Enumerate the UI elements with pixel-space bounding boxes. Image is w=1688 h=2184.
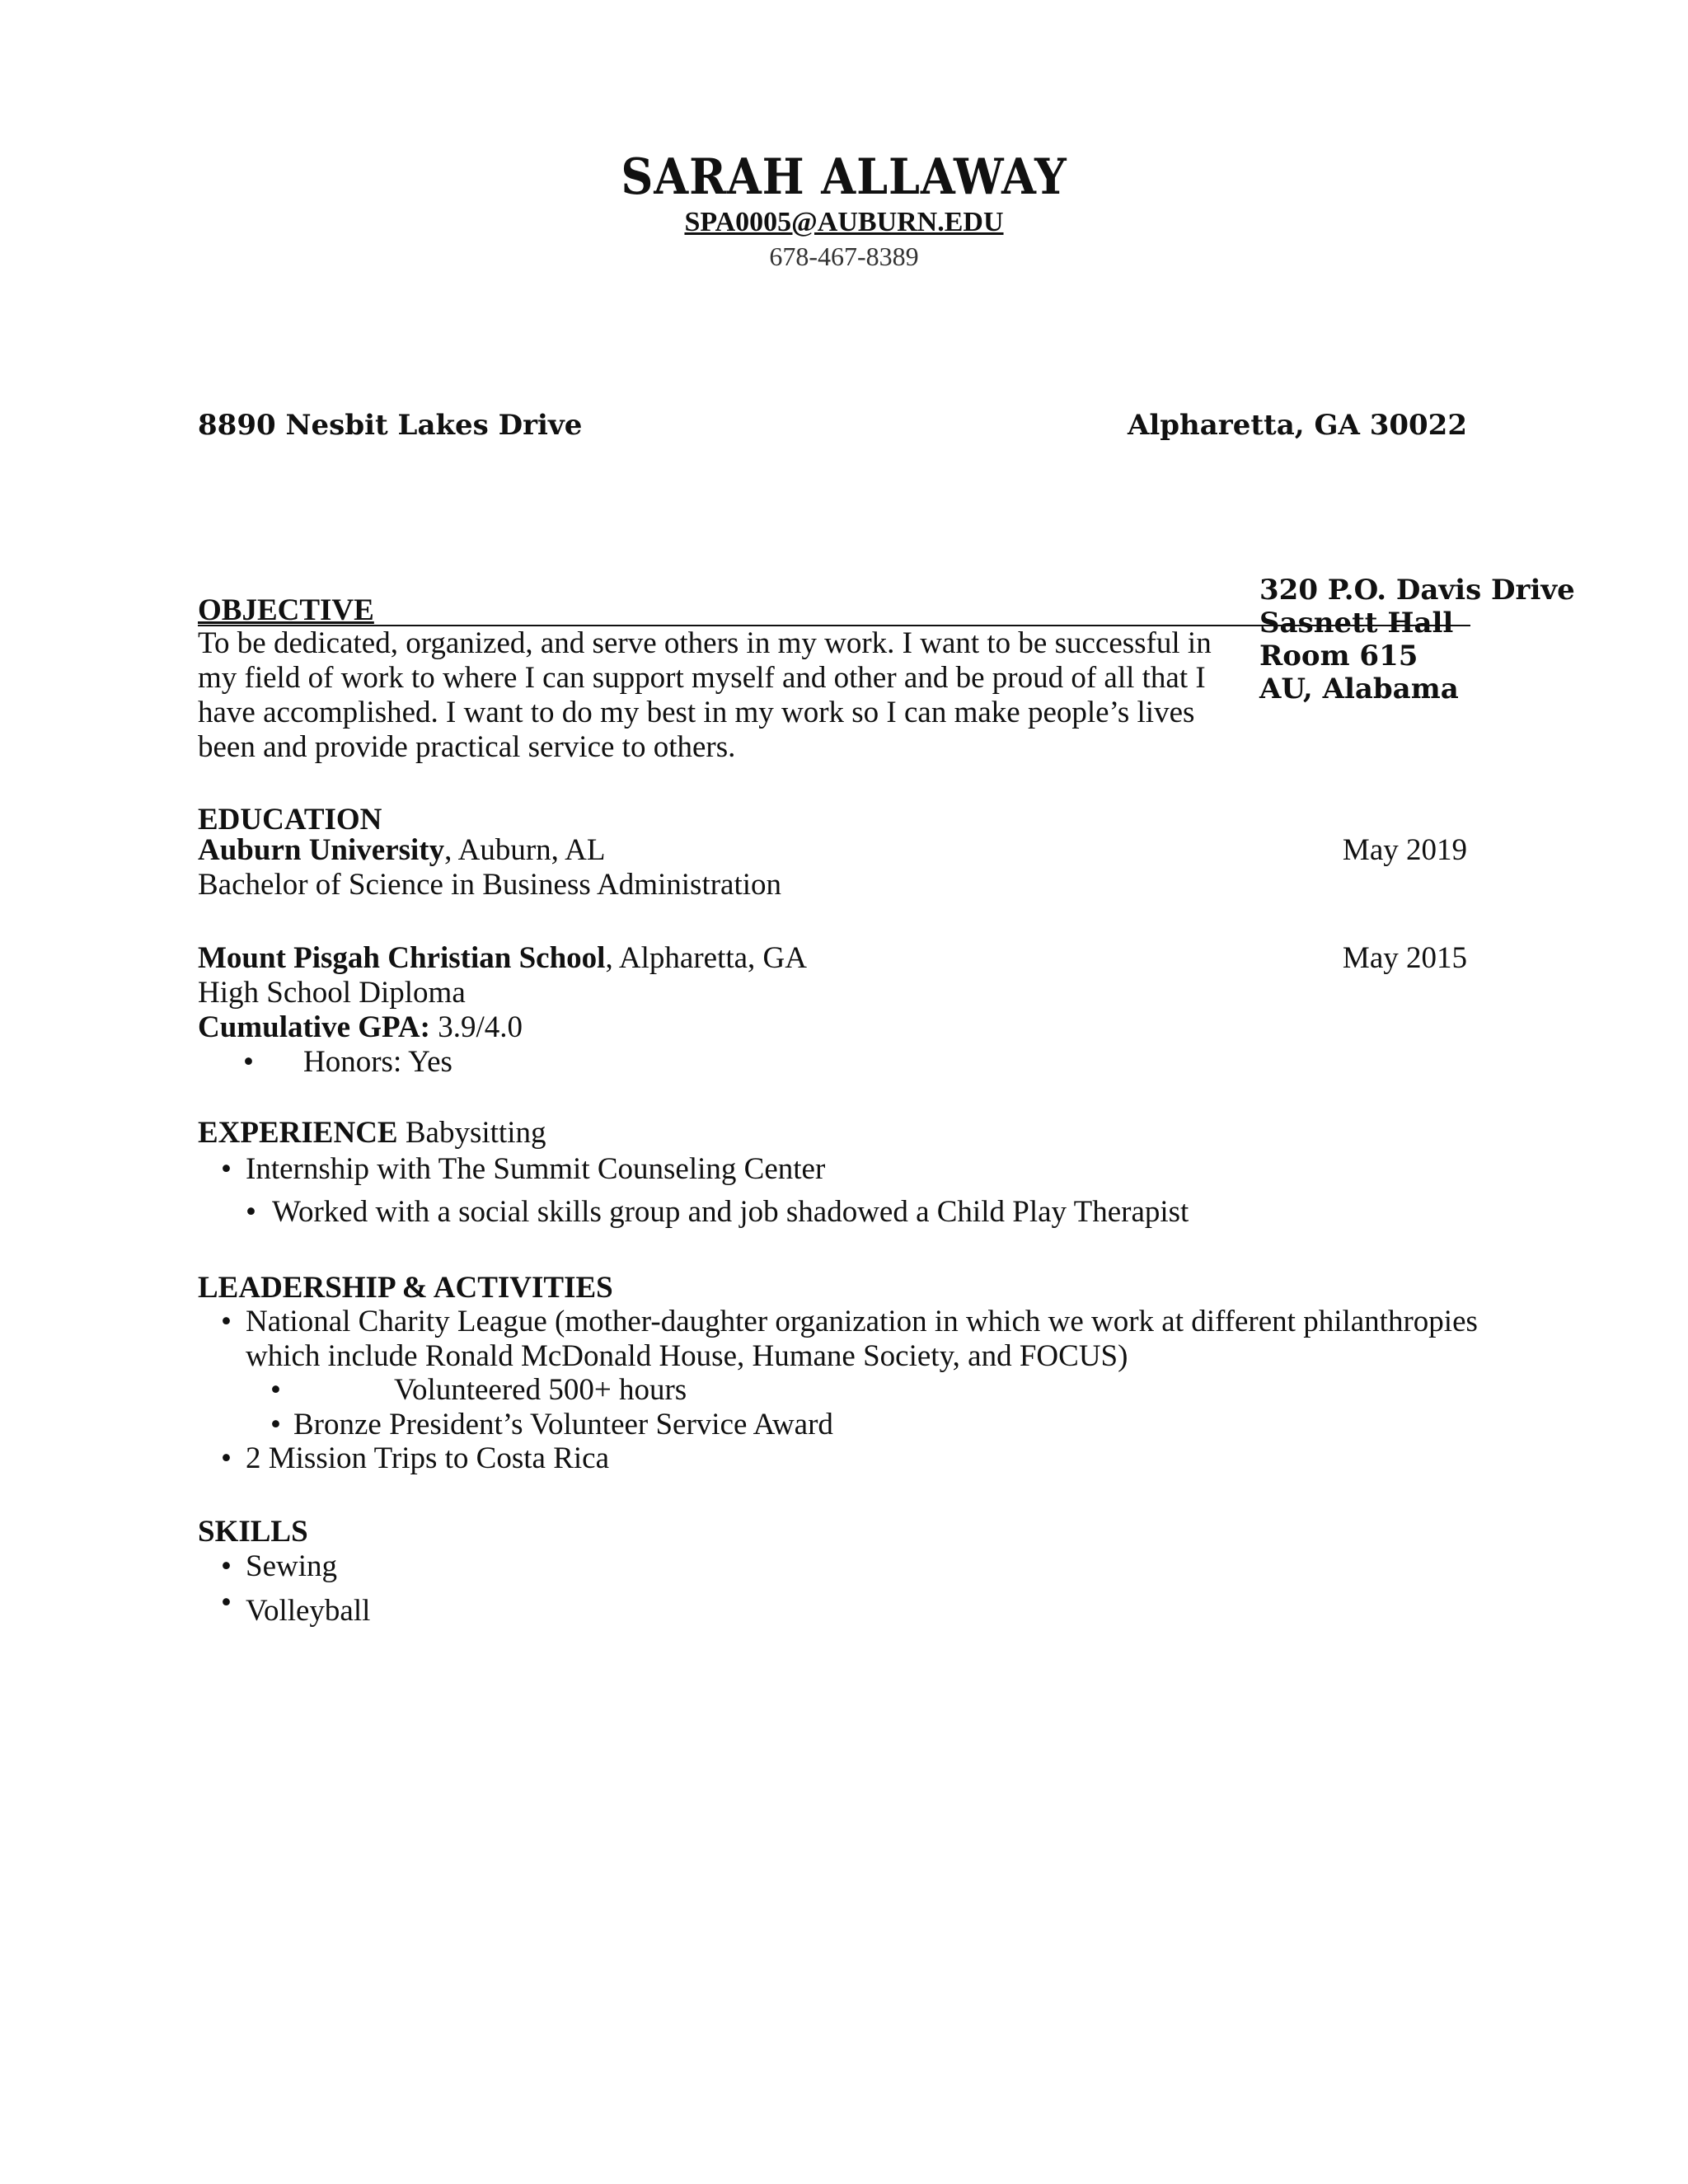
campus-line-3: Room 615 (1259, 640, 1418, 673)
bullet-icon: • (270, 1373, 281, 1407)
experience-item-1: Internship with The Summit Counseling Center (246, 1152, 826, 1186)
school2-date: May 2015 (1342, 941, 1467, 975)
objective-heading: OBJECTIVE (198, 593, 374, 627)
bullet-icon: • (221, 1152, 232, 1186)
school1-degree: Bachelor of Science in Business Administration (198, 868, 782, 902)
experience-subitem-1: Worked with a social skills group and job shadowed a Child Play Therapist (272, 1195, 1189, 1229)
campus-line-4: AU, Alabama (1259, 673, 1459, 705)
gpa-label: Cumulative GPA: (198, 1010, 430, 1044)
campus-line-1: 320 P.O. Davis Drive (1259, 574, 1575, 607)
experience-heading-suffix: Babysitting (397, 1116, 546, 1150)
campus-line-2: Sasnett Hall (1259, 607, 1454, 640)
leadership-subitem-2: Bronze President’s Volunteer Service Award (293, 1408, 833, 1441)
leadership-item-1-line-2: which include Ronald McDonald House, Humane Society, and FOCUS) (246, 1339, 1128, 1373)
home-city: Alpharetta, GA 30022 (1127, 409, 1467, 442)
school2-line (198, 941, 807, 976)
bullet-icon: • (221, 1549, 232, 1583)
gpa-value: 3.9/4.0 (429, 1010, 523, 1044)
resume-name: SARAH ALLAWAY (621, 148, 1067, 206)
bullet-icon: • (221, 1441, 232, 1475)
skills-item-2: Volleyball (246, 1594, 371, 1628)
leadership-subitem-1: Volunteered 500+ hours (394, 1373, 687, 1407)
home-street: 8890 Nesbit Lakes Drive (198, 409, 583, 442)
school1-location: , Auburn, AL (444, 833, 606, 867)
school1-line (198, 833, 605, 868)
experience-heading: EXPERIENCE (198, 1116, 398, 1150)
leadership-heading: LEADERSHIP & ACTIVITIES (198, 1271, 613, 1305)
leadership-item-2: 2 Mission Trips to Costa Rica (246, 1441, 610, 1475)
school2-name: Mount Pisgah Christian School (198, 941, 606, 975)
skills-heading: SKILLS (198, 1515, 308, 1549)
email-link[interactable]: SPA0005@AUBURN.EDU (684, 207, 1004, 237)
bullet-icon: • (221, 1305, 232, 1338)
education-heading: EDUCATION (198, 803, 382, 837)
bullet-icon: • (270, 1408, 281, 1441)
school2-location: , Alpharetta, GA (605, 941, 807, 975)
objective-text: To be dedicated, organized, and serve others in my work. I want to be successful in my field of work to where I can support myself and other and be proud of all that I have accomplished. I want to do my best in my work so I can make people’s lives been and provide practical service to others. (198, 626, 1212, 764)
bullet-icon: • (246, 1195, 256, 1229)
skills-item-1: Sewing (246, 1549, 337, 1583)
campus-address (1259, 574, 1575, 705)
school2-degree: High School Diploma (198, 976, 466, 1010)
school1-date: May 2019 (1342, 833, 1467, 867)
bullet-icon: • (221, 1586, 232, 1619)
honors-item: Honors: Yes (303, 1045, 452, 1079)
phone-number: 678-467-8389 (769, 241, 919, 271)
gpa-line (198, 1010, 523, 1045)
bullet-icon: • (243, 1045, 254, 1079)
leadership-item-1-line-1: National Charity League (mother-daughter organization in which we work at different philanthropies (246, 1305, 1478, 1338)
experience-heading-line (198, 1116, 546, 1151)
school1-name: Auburn University (198, 833, 445, 867)
